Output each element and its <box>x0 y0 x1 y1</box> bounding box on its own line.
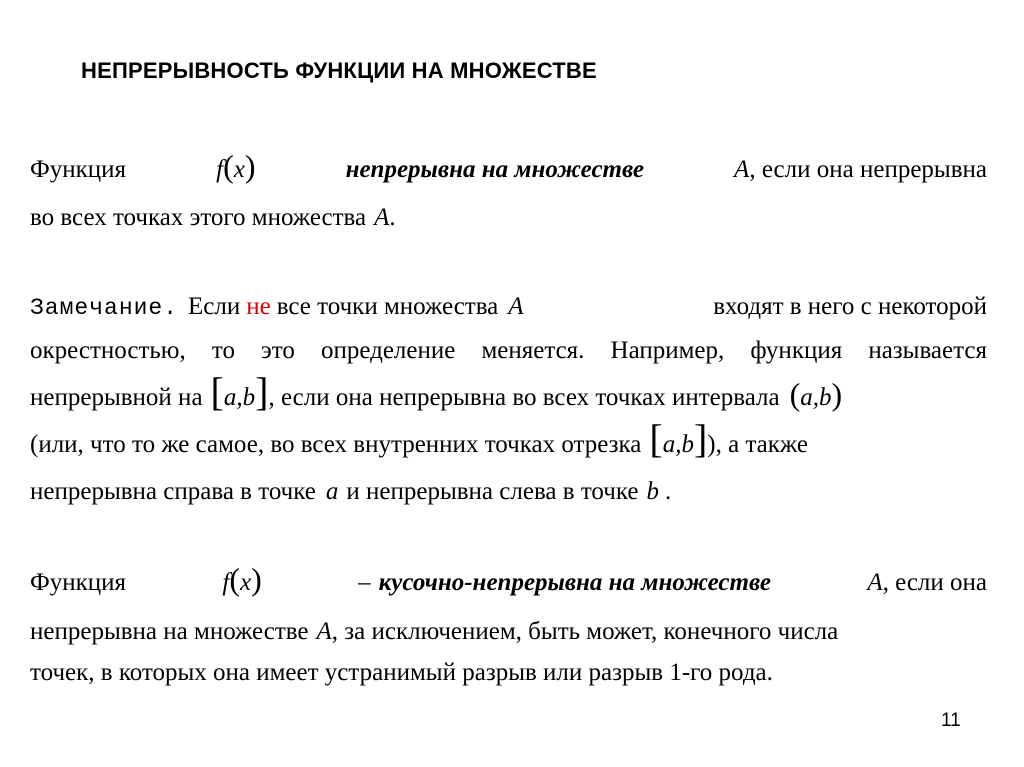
piecewise-rest: A, если она <box>867 569 987 596</box>
remark-line-2: окрестностью, то это определение меняется. Например, функция называется <box>30 337 987 364</box>
open-interval-ab: (a,b) <box>789 376 843 412</box>
set-A: A <box>374 204 390 231</box>
remark-label: Замечание. <box>30 295 179 321</box>
piecewise-line-3: точек, в которых она имеет устранимый разрыв или разрыв 1-го рода. <box>30 659 773 686</box>
set-A: A <box>508 293 524 320</box>
slide-title: НЕПРЕРЫВНОСТЬ ФУНКЦИИ НА МНОЖЕСТВЕ <box>81 58 597 83</box>
set-A: A <box>867 569 883 596</box>
remark-line-4: (или, что то же самое, во всех внутренних точках отрезка [a,b]), а также <box>30 416 808 461</box>
formula-f-of-x: f(x) <box>222 561 262 597</box>
page-number: 11 <box>941 710 961 731</box>
word-function: Функция <box>30 156 127 183</box>
definition-rest: A, если она непрерывна <box>734 156 987 183</box>
term-continuous-on-set: непрерывна на множестве <box>345 156 644 183</box>
closed-interval-ab: [a,b] <box>649 416 708 461</box>
formula-f-of-x: f(x) <box>216 148 256 184</box>
set-A: A <box>316 618 332 645</box>
definition-line-2: во всех точках этого множества A. <box>30 204 396 231</box>
highlight-not: не <box>246 293 271 320</box>
piecewise-term: – кусочно-непрерывна на множестве <box>358 569 771 596</box>
point-a: a <box>325 478 339 505</box>
piecewise-line-2: непрерывна на множестве A, за исключением, быть может, конечного числа <box>30 618 839 645</box>
point-b: b <box>646 478 659 505</box>
remark-text-start: Замечание. Если не все точки множества A <box>30 293 524 321</box>
piecewise-line-1 <box>30 563 987 603</box>
set-A: A <box>734 156 750 183</box>
closed-interval-ab: [a,b] <box>210 369 269 414</box>
remark-line-5: непрерывна справа в точке a и непрерывна слева в точке b . <box>30 478 672 505</box>
remark-line-3: непрерывной на [a,b], если она непрерывна во всех точках интервала (a,b) <box>30 369 843 414</box>
remark-line-1: Замечание. Если не все точки множества A входят в него с некоторой <box>30 287 987 327</box>
definition-line-1 <box>30 150 987 190</box>
word-function: Функция <box>30 569 127 596</box>
